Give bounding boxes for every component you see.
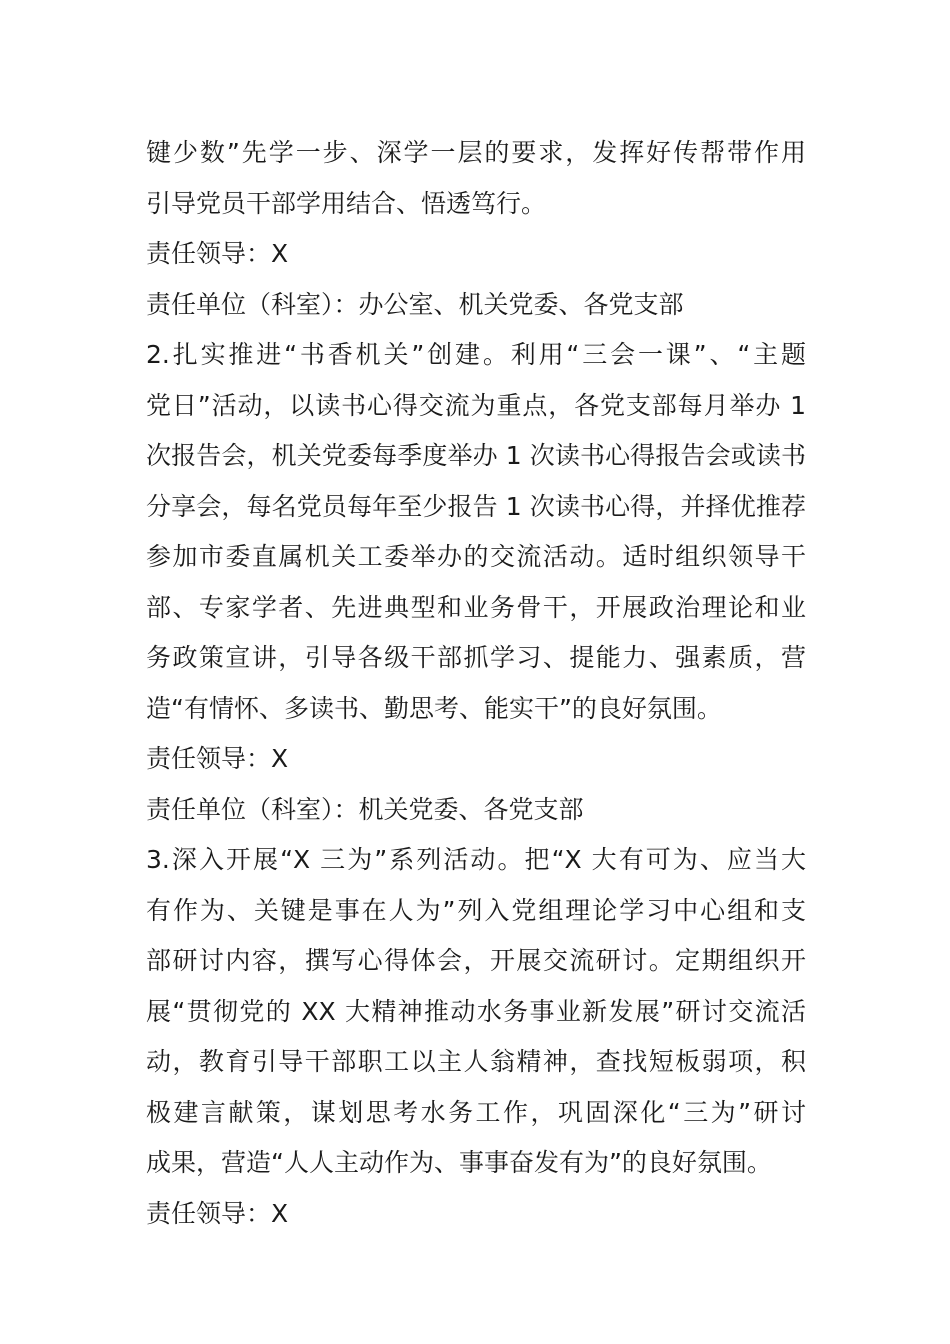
paragraph-line: 有作为、关键是事在人为”列入党组理论学习中心组和支: [146, 895, 806, 925]
paragraph-line: 成果，营造“人人主动作为、事事奋发有为”的良好氛围。: [146, 1148, 772, 1177]
paragraph-line: 党日”活动，以读书心得交流为重点，各党支部每月举办 1: [146, 390, 806, 420]
paragraph-line: 参加市委直属机关工委举办的交流活动。适时组织领导干: [146, 542, 806, 571]
paragraph-line: 动，教育引导干部职工以主人翁精神，查找短板弱项，积: [146, 1047, 806, 1076]
paragraph-line: 部研讨内容，撰写心得体会，开展交流研讨。定期组织开: [146, 946, 806, 975]
paragraph-line: 3.深入开展“X 三为”系列活动。把“X 大有可为、应当大: [146, 845, 806, 874]
paragraph-line: 引导党员干部学用结合、悟透笃行。: [146, 188, 547, 218]
paragraph-line: 2.扎实推进“书香机关”创建。利用“三会一课”、“主题: [146, 340, 806, 369]
responsible-leader-line: 责任领导：X: [146, 239, 289, 268]
paragraph-line: 键少数”先学一步、深学一层的要求，发挥好传帮带作用: [146, 138, 806, 167]
paragraph-line: 次报告会，机关党委每季度举办 1 次读书心得报告会或读书: [146, 441, 806, 470]
document-body: [146, 128, 806, 1239]
paragraph-line: 部、专家学者、先进典型和业务骨干，开展政治理论和业: [146, 592, 806, 622]
paragraph-line: 造“有情怀、多读书、勤思考、能实干”的良好氛围。: [146, 693, 722, 723]
paragraph-line: 务政策宣讲，引导各级干部抓学习、提能力、强素质，营: [146, 643, 806, 672]
responsible-leader-line: 责任领导：X: [146, 744, 289, 773]
responsible-unit-line: 责任单位（科室）：机关党委、各党支部: [146, 794, 584, 824]
responsible-leader-line: 责任领导：X: [146, 1198, 289, 1228]
paragraph-line: 分享会，每名党员每年至少报告 1 次读书心得，并择优推荐: [146, 491, 806, 521]
paragraph-line: 展“贯彻党的 XX 大精神推动水务事业新发展”研讨交流活: [146, 996, 806, 1026]
paragraph-line: 极建言献策，谋划思考水务工作，巩固深化“三为”研讨: [146, 1097, 806, 1127]
responsible-unit-line: 责任单位（科室）：办公室、机关党委、各党支部: [146, 289, 684, 319]
